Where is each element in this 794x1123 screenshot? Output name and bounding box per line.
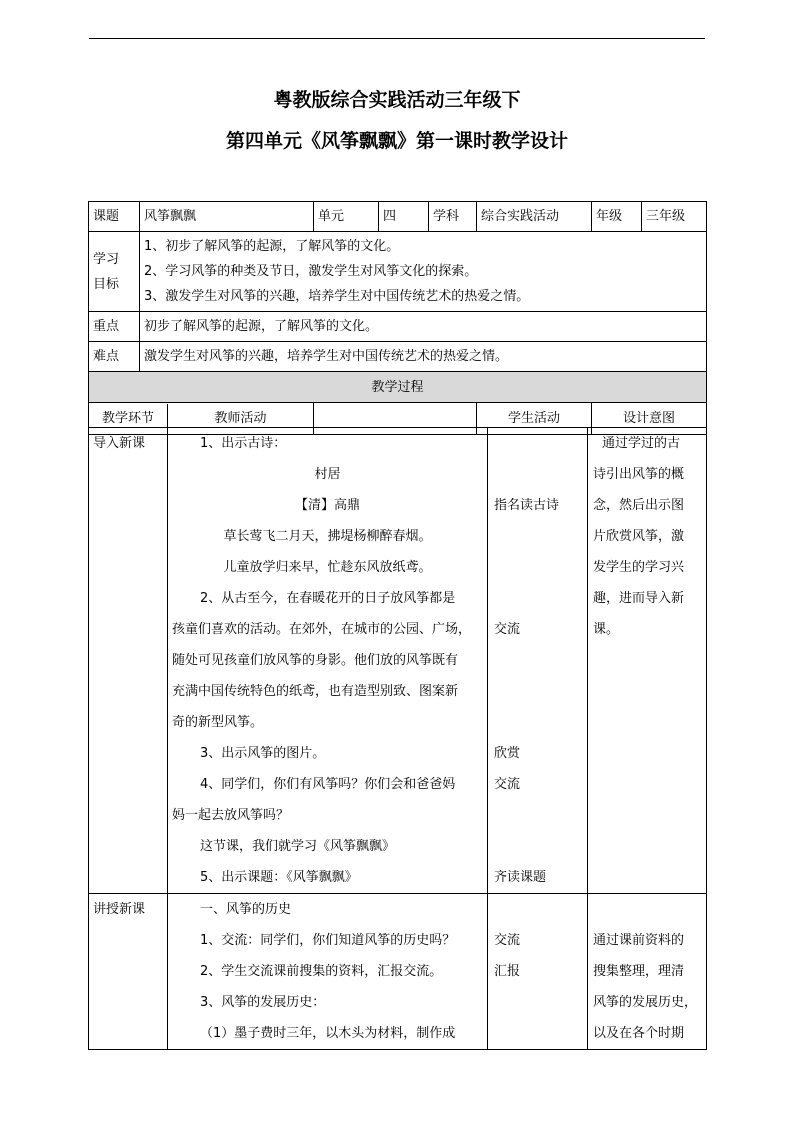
goal-item: 3、激发学生对风筝的兴趣，培养学生对中国传统艺术的热爱之情。 xyxy=(144,289,530,304)
col-header-student: 学生活动 xyxy=(477,403,592,435)
student-line: 交流 xyxy=(494,777,521,792)
teacher-line: 1、交流：同学们，你们知道风筝的历史吗？ xyxy=(200,933,456,948)
design-intent-intro xyxy=(588,428,707,894)
col-header-stage-label: 教学环节 xyxy=(89,404,168,434)
student-line xyxy=(488,1018,587,1049)
teacher-line: 充满中国传统特色的纸鸢，也有造型别致、图案新 xyxy=(172,684,459,699)
goals-label-line2: 目标 xyxy=(93,276,120,292)
design-intent-new xyxy=(588,894,707,1050)
poem-line: 草长莺飞二月天，拂堤杨柳醉春烟。 xyxy=(223,529,432,544)
student-line xyxy=(488,676,587,707)
student-line xyxy=(488,800,587,831)
process-heading: 教学过程 xyxy=(89,372,707,403)
teacher-activity-intro xyxy=(168,428,488,894)
teacher-line: 这节课，我们就学习《风筝飘飘》 xyxy=(200,839,396,854)
teacher-line: 4、同学们，你们有风筝吗？你们会和爸爸妈 xyxy=(200,777,456,792)
subject-value: 综合实践活动 xyxy=(477,202,592,232)
teacher-line: 一、风筝的历史 xyxy=(200,902,292,917)
topic-label: 课题 xyxy=(89,202,140,232)
document-title: 粤教版综合实践活动三年级下 xyxy=(273,89,521,111)
col-header-teacher-label: 教师活动 xyxy=(214,410,267,426)
teacher-line: 妈一起去放风筝吗？ xyxy=(172,808,290,823)
teacher-activity-new xyxy=(168,894,488,1050)
teaching-process-table xyxy=(88,427,707,1050)
intent-line: 念，然后出示图 xyxy=(593,498,685,513)
document-subtitle: 第四单元《风筝飘飘》第一课时教学设计 xyxy=(225,130,568,152)
goal-item: 2、学习风筝的种类及节日，激发学生对风筝文化的探索。 xyxy=(144,264,478,279)
lesson-info-table xyxy=(88,201,707,435)
header-rule xyxy=(89,38,705,39)
student-line: 交流 xyxy=(494,933,521,948)
student-line xyxy=(488,552,587,583)
intent-line: 片欣赏风筝，激 xyxy=(593,529,685,544)
intent-line: 通过课前资料的 xyxy=(593,933,685,948)
student-line: 指名读古诗 xyxy=(494,498,560,513)
key-point-label: 重点 xyxy=(89,312,140,342)
topic-value: 风筝飘飘 xyxy=(140,202,314,232)
student-line: 汇报 xyxy=(494,964,521,979)
teacher-line: 2、从古至今，在春暖花开的日子放风筝都是 xyxy=(200,591,456,606)
student-line xyxy=(488,459,587,490)
teacher-line: 孩童们喜欢的活动。在郊外，在城市的公园、广场， xyxy=(172,622,472,637)
intent-line: 发学生的学习兴 xyxy=(593,560,685,575)
poem-line: 儿童放学归来早，忙趁东风放纸鸢。 xyxy=(223,560,432,575)
student-activity-new xyxy=(488,894,588,1050)
intent-line: 趣，进而导入新 xyxy=(593,591,685,606)
stage-new-lesson: 讲授新课 xyxy=(89,894,168,1050)
goal-item: 1、初步了解风筝的起源，了解风筝的文化。 xyxy=(144,239,400,254)
poem-title: 村居 xyxy=(314,467,341,482)
intent-line: 通过学过的古 xyxy=(602,436,681,451)
student-line: 欣赏 xyxy=(494,746,521,761)
col-header-intent: 设计意图 xyxy=(592,403,707,435)
teacher-line: 3、风筝的发展历史： xyxy=(200,995,326,1010)
poem-author: 【清】高鼎 xyxy=(294,498,360,513)
teacher-line: 2、学生交流课前搜集的资料，汇报交流。 xyxy=(200,964,443,979)
teacher-line: 随处可见孩童们放风筝的身影。他们放的风筝既有 xyxy=(172,653,459,668)
intent-line xyxy=(588,894,706,925)
student-line xyxy=(488,707,587,738)
student-line xyxy=(488,583,587,614)
unit-value: 四 xyxy=(379,202,429,232)
goals-label xyxy=(89,232,140,312)
teacher-line: 奇的新型风筝。 xyxy=(172,715,264,730)
student-line xyxy=(488,428,587,459)
student-line xyxy=(488,831,587,862)
student-line xyxy=(488,987,587,1018)
intent-line: 诗引出风筝的概 xyxy=(593,467,685,482)
intent-line: 风筝的发展历史， xyxy=(593,995,698,1010)
teacher-line: 5、出示课题：《风筝飘飘》 xyxy=(200,870,358,885)
intent-line: 课。 xyxy=(593,622,620,637)
key-point-value: 初步了解风筝的起源，了解风筝的文化。 xyxy=(140,312,707,342)
student-line: 齐读课题 xyxy=(494,870,547,885)
student-line xyxy=(488,894,587,925)
grade-value: 三年级 xyxy=(642,202,707,232)
teacher-line: 3、出示风筝的图片。 xyxy=(200,746,326,761)
stage-intro: 导入新课 xyxy=(89,428,168,894)
intent-line: 搜集整理，理清 xyxy=(593,964,685,979)
goals-label-line1: 学习 xyxy=(93,251,120,267)
student-activity-intro xyxy=(488,428,588,894)
teacher-line: （1）墨子费时三年，以木头为材料，制作成 xyxy=(200,1026,456,1041)
difficulty-label: 难点 xyxy=(89,342,140,372)
difficulty-value: 激发学生对风筝的兴趣，培养学生对中国传统艺术的热爱之情。 xyxy=(140,342,707,372)
student-line xyxy=(488,645,587,676)
student-line: 交流 xyxy=(494,622,521,637)
goals-list xyxy=(140,232,707,312)
unit-label: 单元 xyxy=(314,202,379,232)
student-line xyxy=(488,521,587,552)
grade-label: 年级 xyxy=(592,202,642,232)
teacher-line: 1、出示古诗： xyxy=(200,436,287,451)
intent-line: 以及在各个时期 xyxy=(593,1026,685,1041)
subject-label: 学科 xyxy=(429,202,477,232)
